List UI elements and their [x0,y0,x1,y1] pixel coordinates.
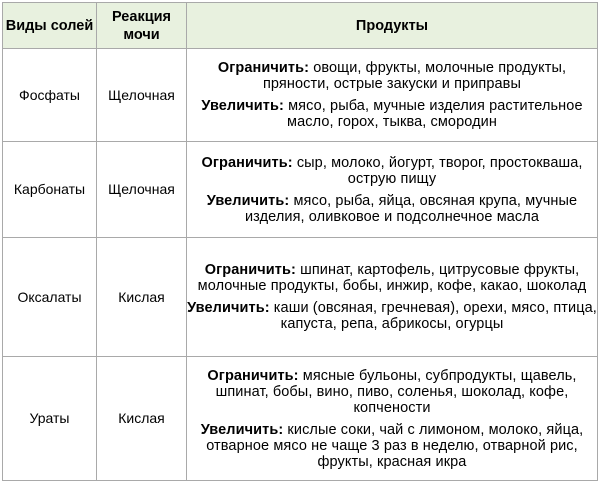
increase-label: Увеличить: [200,421,284,438]
salt-name-cell: Карбонаты [3,142,97,238]
table-header-row [3,3,598,49]
reaction-cell: Щелочная [97,49,187,142]
increase-paragraph [187,422,597,470]
reaction-cell: Кислая [97,357,187,481]
table-row-carbonates [3,142,598,238]
limit-label: Ограничить: [201,154,293,171]
salt-name-cell: Фосфаты [3,49,97,142]
increase-paragraph [187,300,597,332]
table-row-phosphates [3,49,598,142]
products-cell [187,142,598,238]
increase-text: мясо, рыба, мучные изделия растительное масло, горох, тыква, смородин [287,98,583,130]
products-cell [187,357,598,481]
limit-label: Ограничить: [207,367,299,384]
increase-label: Увеличить: [187,300,270,316]
header-salt-type: Виды солей [3,3,97,49]
products-cell [187,49,598,142]
increase-label: Увеличить: [201,98,284,114]
header-urine-reaction: Реакция мочи [97,3,187,49]
limit-paragraph [187,60,597,92]
limit-label: Ограничить: [217,60,310,76]
limit-text: мясные бульоны, субпродукты, щавель, шпинат, бобы, вино, пиво, соленья, шоколад, кофе, копчености [215,367,577,416]
salt-name-cell: Ураты [3,357,97,481]
header-products: Продукты [187,3,598,49]
table-row-oxalates [3,238,598,357]
table-row-urates [3,357,598,481]
salt-name-cell: Оксалаты [3,238,97,357]
salts-diet-table-container [2,2,598,481]
reaction-cell: Кислая [97,238,187,357]
limit-text: шпинат, картофель, цитрусовые фрукты, молочные продукты, бобы, инжир, кофе, какао, шоколад [197,262,587,294]
limit-text: овощи, фрукты, молочные продукты, пряности, острые закуски и приправы [262,60,567,92]
limit-paragraph [187,262,597,294]
increase-paragraph [187,98,597,130]
increase-text: кислые соки, чай с лимоном, молоко, яйца, отварное мясо не чаще 3 раз в неделю, отварной рис, фрукты, красная икра [206,421,584,470]
limit-label: Ограничить: [204,262,296,278]
increase-text: мясо, рыба, яйца, овсяная крупа, мучные изделия, оливковое и подсолнечное масла [244,192,578,225]
products-cell [187,238,598,357]
salts-diet-table [2,2,598,481]
increase-text: каши (овсяная, гречневая), орехи, мясо, птица, капуста, репа, абрикосы, огурцы [273,300,597,332]
limit-text: сыр, молоко, йогурт, творог, простокваша, острую пищу [296,154,583,187]
increase-label: Увеличить: [206,192,290,209]
increase-paragraph [187,193,597,225]
limit-paragraph [187,155,597,187]
limit-paragraph [187,368,597,416]
reaction-cell: Щелочная [97,142,187,238]
